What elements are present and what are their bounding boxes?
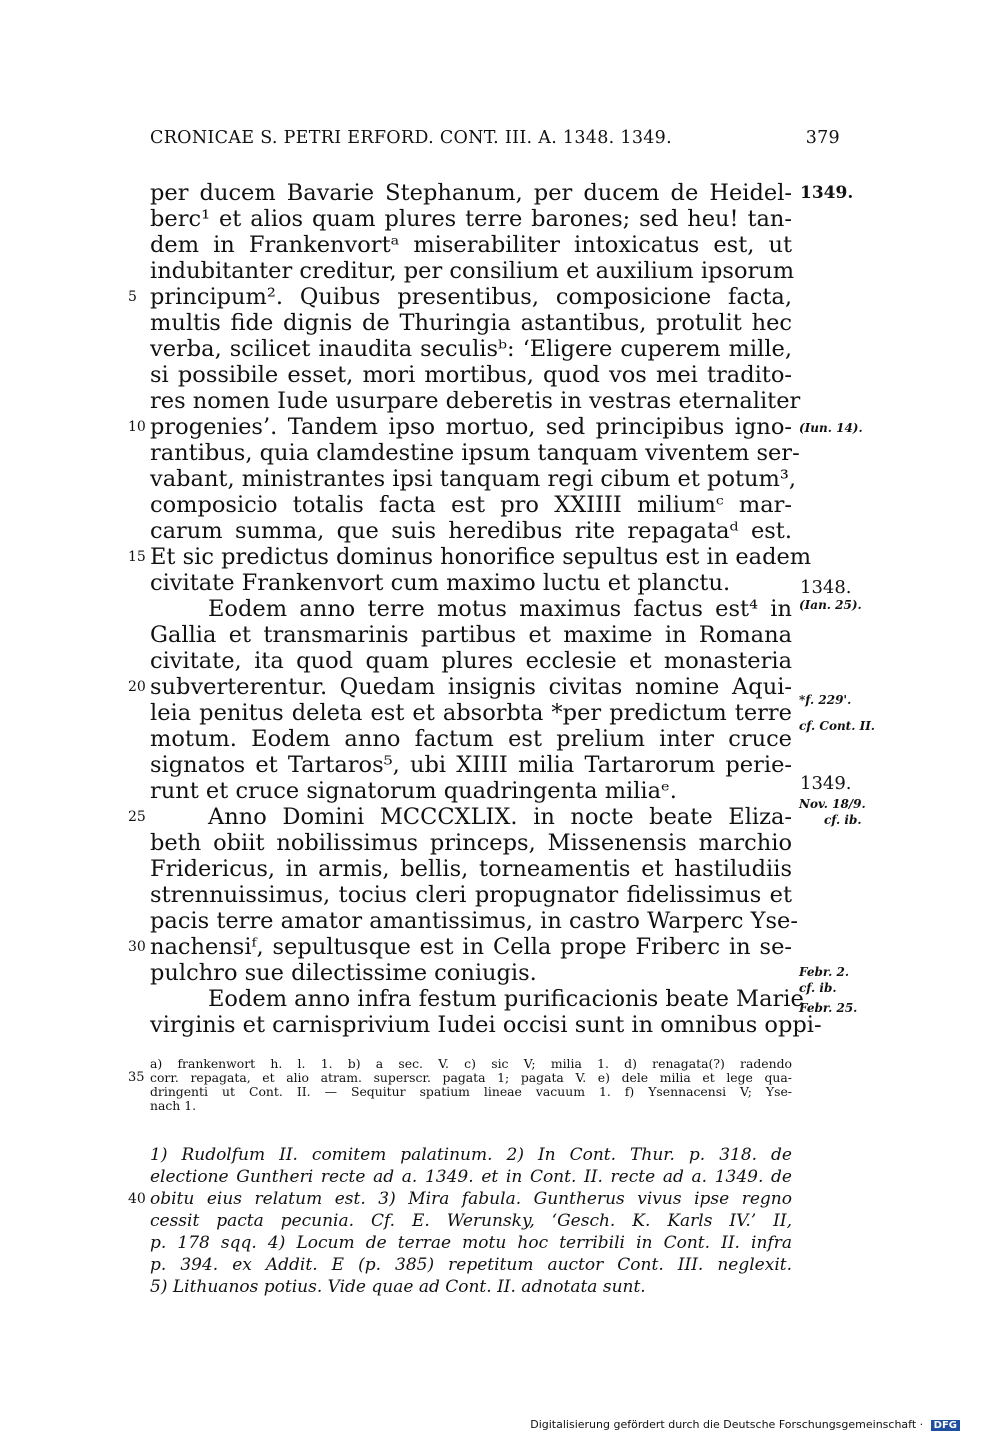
text-line: Anno Domini MCCCXLIX. in nocte beate Eliza-: [208, 804, 792, 830]
line-number: 30: [128, 939, 146, 955]
text-line: Eodem anno terre motus maximus factus est⁴ in: [208, 596, 792, 622]
text-line: progenies’. Tandem ipso mortuo, sed principibus igno-: [150, 414, 792, 440]
line-number: 15: [128, 549, 146, 565]
margin-year: 1349.: [800, 183, 854, 203]
footnote-line: 5) Lithuanos potius. Vide quae ad Cont. II. adnotata sunt.: [150, 1277, 646, 1297]
dfg-logo: DFG: [931, 1420, 960, 1431]
text-line: nachensiᶠ, sepultusque est in Cella prope Friberc in se-: [150, 934, 792, 960]
margin-note: *f. 229'.: [799, 693, 852, 707]
footnote-line: obitu eius relatum est. 3) Mira fabula. Guntherus vivus ipse regno: [150, 1189, 792, 1209]
apparatus-line: corr. repagata, et alio atram. superscr. pagata 1; pagata V. e) dele milia et lege qua-: [150, 1070, 792, 1085]
margin-note: cf. Cont. II.: [799, 719, 875, 733]
text-line: motum. Eodem anno factum est prelium inter cruce: [150, 726, 792, 752]
margin-note: Febr. 25.: [799, 1001, 858, 1015]
margin-note: (Iun. 14).: [799, 421, 863, 435]
text-line: rantibus, quia clamdestine ipsum tanquam viventem ser-: [150, 440, 800, 466]
text-line: Et sic predictus dominus honorifice sepultus est in eadem: [150, 544, 812, 570]
text-line: signatos et Tartaros⁵, ubi XIIII milia Tartarorum perie-: [150, 752, 792, 778]
text-line: subverterentur. Quedam insignis civitas nomine Aqui-: [150, 674, 792, 700]
margin-note: cf. ib.: [799, 981, 837, 995]
line-number: 5: [128, 289, 137, 305]
text-line: Eodem anno infra festum purificacionis beate Marie: [208, 986, 804, 1012]
text-line: Fridericus, in armis, bellis, torneamentis et hastiludiis: [150, 856, 792, 882]
text-line: runt et cruce signatorum quadringenta miliaᵉ.: [150, 778, 677, 804]
text-line: principum². Quibus presentibus, composicione facta,: [150, 284, 792, 310]
margin-note: Nov. 18/9.: [799, 797, 866, 811]
text-line: verba, scilicet inaudita seculisᵇ: ‘Eligere cuperem mille,: [150, 336, 792, 362]
footnote-line: electione Guntheri recte ad a. 1349. et in Cont. II. recte ad a. 1349. de: [150, 1167, 792, 1187]
text-line: Gallia et transmarinis partibus et maxime in Romana: [150, 622, 792, 648]
text-line: berc¹ et alios quam plures terre barones; sed heu! tan-: [150, 206, 792, 232]
text-line: carum summa, que suis heredibus rite repagataᵈ est.: [150, 518, 792, 544]
text-line: per ducem Bavarie Stephanum, per ducem de Heidel-: [150, 180, 792, 206]
line-number: 40: [128, 1191, 146, 1207]
apparatus-line: nach 1.: [150, 1098, 197, 1113]
header-title: CRONICAE S. PETRI ERFORD. CONT. III. A. 1348. 1349.: [150, 128, 672, 148]
credit-text: Digitalisierung gefördert durch die Deutsche Forschungsgemeinschaft ·: [530, 1418, 924, 1431]
line-number: 20: [128, 679, 146, 695]
text-line: pacis terre amator amantissimus, in castro Warperc Yse-: [150, 908, 798, 934]
apparatus-line: a) frankenwort h. l. 1. b) a sec. V. c) sic V; milia 1. d) renagata(?) radendo: [150, 1056, 792, 1071]
digitization-credit: [530, 1418, 960, 1431]
text-line: pulchro sue dilectissime coniugis.: [150, 960, 537, 986]
margin-note: (Ian. 25).: [799, 598, 862, 612]
apparatus-line: dringenti ut Cont. II. — Sequitur spatium lineae vacuum 1. f) Ysennacensi V; Yse-: [150, 1084, 792, 1099]
line-number: 25: [128, 809, 146, 825]
margin-note: cf. ib.: [824, 813, 862, 827]
text-line: vabant, ministrantes ipsi tanquam regi cibum et potum³,: [150, 466, 797, 492]
text-line: beth obiit nobilissimus princeps, Missenensis marchio: [150, 830, 792, 856]
line-number: 10: [128, 419, 146, 435]
running-header: [150, 128, 840, 156]
footnote-line: cessit pacta pecunia. Cf. E. Werunsky, ‘Gesch. K. Karls IV.’ II,: [150, 1211, 792, 1231]
footnote-line: p. 178 sqq. 4) Locum de terrae motu hoc terribili in Cont. II. infra: [150, 1233, 792, 1253]
page-number: 379: [805, 128, 840, 148]
text-line: multis fide dignis de Thuringia astantibus, protulit hec: [150, 310, 792, 336]
margin-year: 1349.: [800, 773, 852, 794]
text-line: res nomen Iude usurpare deberetis in vestras eternaliter: [150, 388, 801, 414]
line-number: 35: [128, 1070, 145, 1085]
text-line: si possibile esset, mori mortibus, quod vos mei tradito-: [150, 362, 792, 388]
text-line: indubitanter creditur, per consilium et auxilium ipsorum: [150, 258, 795, 284]
footnote-line: p. 394. ex Addit. E (p. 385) repetitum auctor Cont. III. neglexit.: [150, 1255, 792, 1275]
margin-note: Febr. 2.: [799, 965, 849, 979]
text-line: composicio totalis facta est pro XXIIII miliumᶜ mar-: [150, 492, 792, 518]
text-line: leia penitus deleta est et absorbta *per predictum terre: [150, 700, 792, 726]
margin-year: 1348.: [800, 577, 852, 598]
text-line: virginis et carnisprivium Iudei occisi sunt in omnibus oppi-: [150, 1012, 822, 1038]
text-line: dem in Frankenvortᵃ miserabiliter intoxicatus est, ut: [150, 232, 792, 258]
text-line: civitate Frankenvort cum maximo luctu et planctu.: [150, 570, 731, 596]
footnote-line: 1) Rudolfum II. comitem palatinum. 2) In Cont. Thur. p. 318. de: [150, 1145, 792, 1165]
text-line: strennuissimus, tocius cleri propugnator fidelissimus et: [150, 882, 792, 908]
text-line: civitate, ita quod quam plures ecclesie et monasteria: [150, 648, 792, 674]
